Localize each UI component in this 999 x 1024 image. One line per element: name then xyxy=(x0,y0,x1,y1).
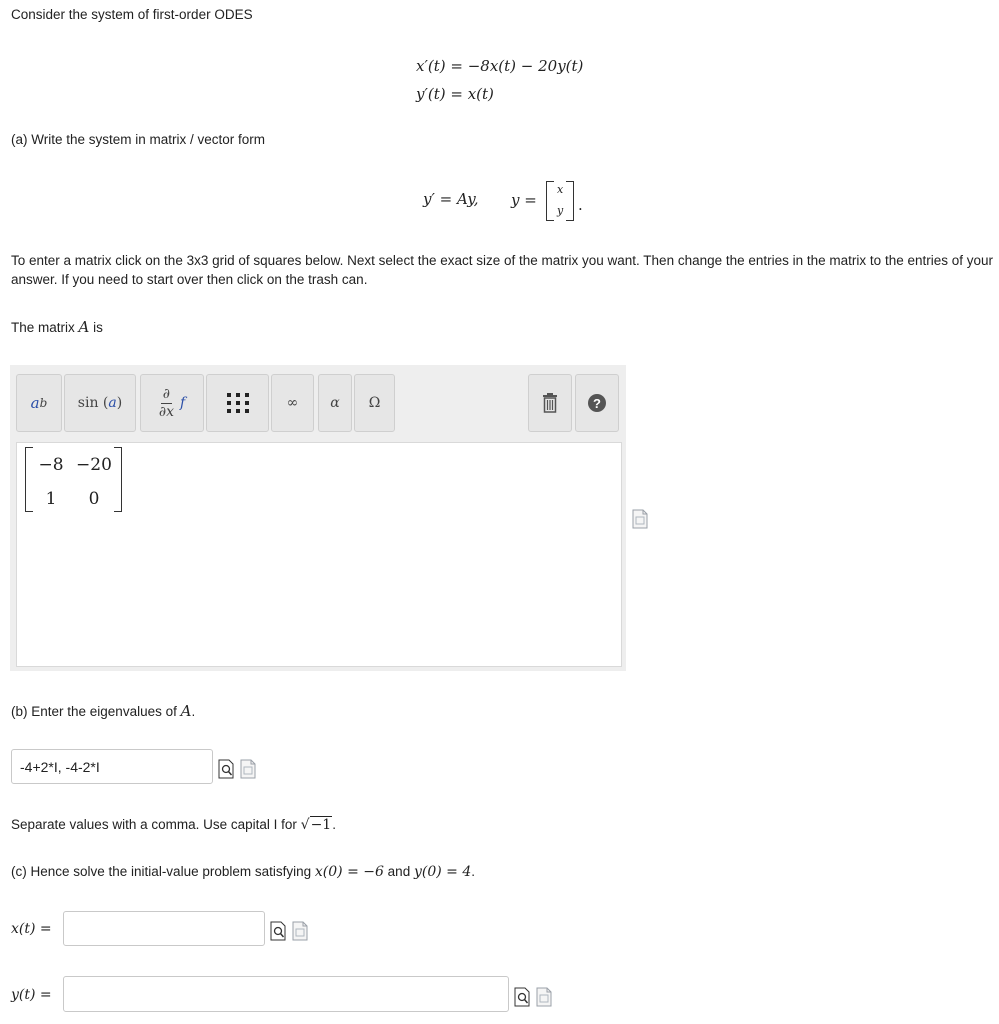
math-toolbar xyxy=(15,372,623,436)
matrix-label-var: A xyxy=(78,318,90,336)
part-c-prefix: (c) Hence solve the initial-value problem satisfying xyxy=(11,864,312,879)
matrix-cell-1-2[interactable]: −20 xyxy=(76,455,112,475)
ode-x-equation: x′(t) = −8x(t) − 20y(t) xyxy=(416,57,584,75)
matrix-label-suffix: is xyxy=(93,320,103,335)
y-of-t-input[interactable] xyxy=(63,976,509,1012)
sin-label: sin xyxy=(77,395,99,411)
vector-y-equals: y = xyxy=(511,191,537,209)
separate-prefix: Separate values with a comma. Use capital I for xyxy=(11,817,297,832)
part-a-label: (a) Write the system in matrix / vector form xyxy=(11,132,266,147)
ode-y-equation: y′(t) = x(t) xyxy=(416,85,494,103)
part-c-cond2: y(0) = 4 xyxy=(413,864,472,880)
vector-entry-x: x xyxy=(557,183,564,196)
part-c-label xyxy=(11,864,475,880)
omega-symbol: Ω xyxy=(368,395,381,411)
preview-document-icon[interactable] xyxy=(240,759,257,779)
intro-text: Consider the system of first-order ODES xyxy=(11,7,253,22)
vector-entry-y: y xyxy=(557,204,564,217)
alpha-button[interactable] xyxy=(318,374,352,432)
part-b-var: A xyxy=(180,702,192,720)
preview-magnifier-icon[interactable] xyxy=(218,759,235,779)
part-c-suffix: . xyxy=(471,864,476,879)
preview-document-icon[interactable] xyxy=(536,987,553,1007)
derivative-f: f xyxy=(179,395,186,411)
x-of-t-input[interactable] xyxy=(63,911,265,946)
y-of-t-label: y(t) = xyxy=(11,987,52,1003)
separate-suffix: . xyxy=(332,817,336,832)
matrix-instructions: To enter a matrix click on the 3x3 grid of squares below. Next select the exact size of the matrix you want. Then change the entries in the matrix to the entries of your answer. If you need to start over then click on the trash can. xyxy=(11,253,993,287)
sqrt-radicand: −1 xyxy=(310,817,332,833)
matrix-label-prefix: The matrix xyxy=(11,320,75,335)
part-c-cond1: x(0) = −6 xyxy=(314,864,384,880)
trash-icon xyxy=(542,393,558,413)
matrix-left-bracket xyxy=(25,447,33,512)
matrix-cell-2-2[interactable]: 0 xyxy=(88,489,100,509)
matrix-label xyxy=(11,318,103,336)
derivative-button[interactable] xyxy=(140,374,204,432)
help-icon: ? xyxy=(588,394,606,412)
part-b-prefix: (b) Enter the eigenvalues of xyxy=(11,704,177,719)
matrix-grid-button[interactable] xyxy=(206,374,269,432)
power-exp: b xyxy=(39,396,48,410)
part-c-and: and xyxy=(387,864,411,879)
power-base: a xyxy=(30,394,40,412)
vector-period: . xyxy=(578,196,583,214)
eigenvalues-value: -4+2*I, -4-2*I xyxy=(20,758,100,775)
separate-values-note xyxy=(11,817,336,833)
matrix-editor-area[interactable] xyxy=(16,442,622,667)
preview-magnifier-icon[interactable] xyxy=(270,921,287,941)
sin-button[interactable]: sin ( a ) xyxy=(64,374,136,432)
derivative-top: ∂ xyxy=(162,385,171,402)
help-button[interactable] xyxy=(575,374,619,432)
derivative-bottom: ∂x xyxy=(158,403,174,420)
trash-button[interactable] xyxy=(528,374,572,432)
matrix-right-bracket xyxy=(114,447,122,512)
eigenvalues-input[interactable] xyxy=(11,749,213,784)
matrix-cell-2-1[interactable]: 1 xyxy=(45,489,57,509)
vector-left-bracket xyxy=(546,181,554,221)
vector-right-bracket xyxy=(566,181,574,221)
part-b-label xyxy=(11,702,195,720)
infinity-symbol: ∞ xyxy=(286,395,299,411)
matrix-form-equation: y′ = Ay, xyxy=(423,190,479,208)
matrix-grid-icon xyxy=(225,391,251,415)
matrix-cell-1-1[interactable]: −8 xyxy=(38,455,64,475)
sqrt-symbol: √−1 xyxy=(300,817,332,833)
x-of-t-label: x(t) = xyxy=(11,921,52,937)
infinity-button[interactable] xyxy=(271,374,314,432)
alpha-symbol: α xyxy=(330,395,340,411)
preview-magnifier-icon[interactable] xyxy=(514,987,531,1007)
omega-button[interactable] xyxy=(354,374,395,432)
power-button[interactable] xyxy=(16,374,62,432)
part-b-suffix: . xyxy=(191,704,196,719)
preview-document-icon[interactable] xyxy=(632,509,648,529)
sin-arg: a xyxy=(108,395,117,411)
preview-document-icon[interactable] xyxy=(292,921,309,941)
